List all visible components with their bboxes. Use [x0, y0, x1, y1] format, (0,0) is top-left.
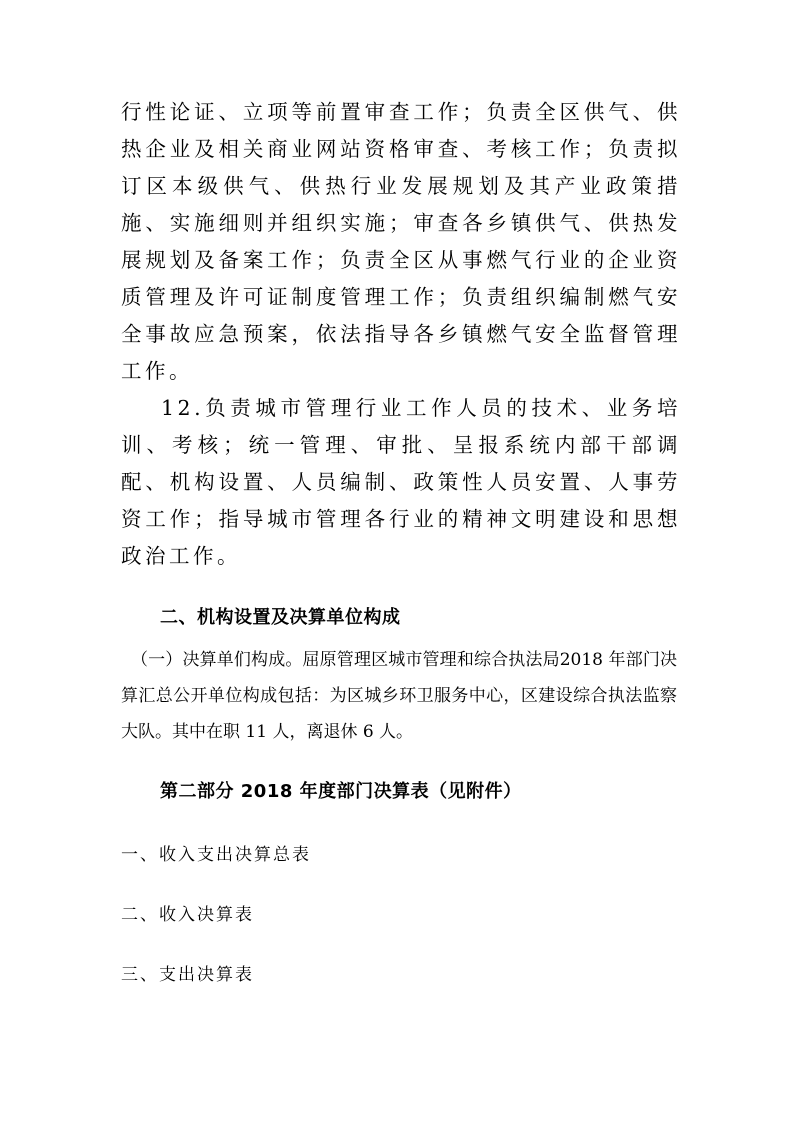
paragraph-gas-heating-duties: 行性论证、立项等前置审查工作；负责全区供气、供热企业及相关商业网站资格审查、考核工作；负责拟订区本级供气、供热行业发展规划及其产业政策措施、实施细则并组织实施；审查各乡镇供气、供热发展规划及备案工作；负责全区从事燃气行业的企业资质管理及许可证制度管理工作；负责组织编制燃气安全事故应急预案，依法指导各乡镇燃气安全监督管理工作。 — [121, 100, 681, 383]
part-heading-budget-tables: 第二部分 2018 年度部门决算表（见附件） — [160, 781, 522, 802]
list-item-income-table: 二、收入决算表 — [121, 905, 254, 925]
list-item-expense-table: 三、支出决算表 — [121, 965, 254, 985]
list-item-income-expense-summary: 一、收入支出决算总表 — [121, 845, 311, 865]
paragraph-budget-units: （一）决算单们构成。屈原管理区城市管理和综合执法局2018 年部门决算汇总公开单位构成包括：为区城乡环卫服务中心，区建设综合执法监察大队。其中在职 11 人，离退休 6 人。 — [121, 650, 677, 742]
section-heading-organization: 二、机构设置及决算单位构成 — [160, 607, 401, 628]
paragraph-personnel-management: 12.负责城市管理行业工作人员的技术、业务培训、考核；统一管理、审批、呈报系统内部干部调配、机构设置、人员编制、政策性人员安置、人事劳资工作；指导城市管理各行业的精神文明建设和思想政治工作。 — [121, 396, 681, 568]
